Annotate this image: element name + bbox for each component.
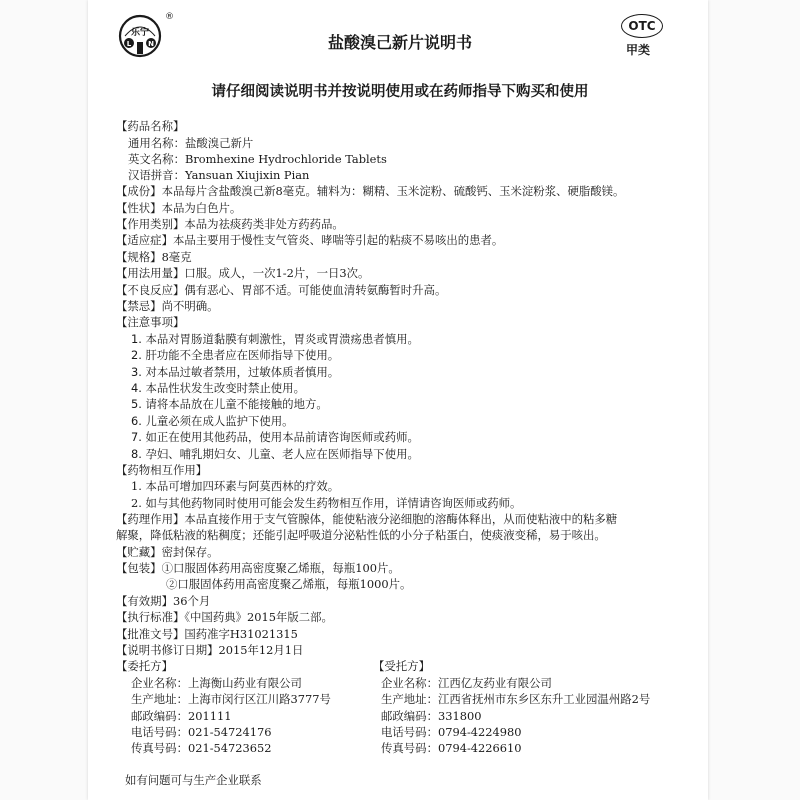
revision-date: 【说明书修订日期】2015年12月1日 bbox=[116, 643, 304, 657]
entrusting-company: 企业名称：上海衡山药业有限公司 bbox=[131, 676, 302, 690]
category: 【作用类别】本品为祛痰药类非处方药药品。 bbox=[116, 217, 344, 231]
logo-letter-l: L bbox=[126, 40, 132, 48]
registered-mark: ® bbox=[165, 12, 174, 22]
dosage: 【用法用量】口服。成人，一次1-2片，一日3次。 bbox=[116, 266, 370, 280]
ingredients: 【成份】本品每片含盐酸溴己新8毫克。辅料为：糊精、玉米淀粉、硫酸钙、玉米淀粉浆、硬脂酸镁。 bbox=[116, 184, 625, 198]
entrusted-phone: 电话号码：0794-4224980 bbox=[381, 725, 522, 739]
package-line-2: ②口服固体药用高密度聚乙烯瓶，每瓶1000片。 bbox=[166, 577, 412, 591]
entrusting-postcode: 邮政编码：201111 bbox=[131, 709, 232, 723]
precaution-item: 3. 对本品过敏者禁用，过敏体质者慎用。 bbox=[131, 365, 340, 379]
strength: 【规格】8毫克 bbox=[116, 250, 192, 264]
logo-letter-n: N bbox=[148, 40, 154, 48]
precaution-item: 1. 本品对胃肠道黏膜有刺激性，胃炎或胃溃疡患者慎用。 bbox=[131, 332, 419, 346]
pinyin-name: 汉语拼音：Yansuan Xiujixin Pian bbox=[128, 168, 310, 182]
pharmacology-line-2: 解聚，降低粘液的粘稠度；还能引起呼吸道分泌粘性低的小分子粘蛋白，使痰液变稀，易于咳出。 bbox=[116, 528, 606, 542]
precaution-item: 5. 请将本品放在儿童不能接触的地方。 bbox=[131, 397, 328, 411]
description: 【性状】本品为白色片。 bbox=[116, 201, 242, 215]
otc-badge: OTC bbox=[621, 14, 663, 38]
document-title: 盐酸溴己新片说明书 bbox=[327, 33, 472, 52]
precaution-item: 6. 儿童必须在成人监护下使用。 bbox=[131, 414, 294, 428]
precaution-item: 4. 本品性状发生改变时禁止使用。 bbox=[131, 381, 305, 395]
interaction-item: 1. 本品可增加四环素与阿莫西林的疗效。 bbox=[131, 479, 340, 493]
drug-name-label: 【药品名称】 bbox=[116, 119, 185, 133]
contraindications: 【禁忌】尚不明确。 bbox=[116, 299, 219, 313]
document-subtitle: 请仔细阅读说明书并按说明使用或在药师指导下购买和使用 bbox=[211, 84, 589, 100]
interactions-label: 【药物相互作用】 bbox=[116, 463, 208, 477]
precautions-label: 【注意事项】 bbox=[116, 315, 185, 329]
entrusted-postcode: 邮政编码：331800 bbox=[381, 709, 482, 723]
entrusted-label: 【受托方】 bbox=[373, 659, 430, 673]
validity: 【有效期】36个月 bbox=[116, 594, 211, 608]
entrusting-label: 【委托方】 bbox=[116, 659, 173, 673]
generic-name: 通用名称：盐酸溴己新片 bbox=[128, 136, 254, 150]
entrusted-address: 生产地址：江西省抚州市东乡区东升工业园温州路2号 bbox=[381, 692, 651, 706]
approval-number: 【批准文号】国药准字H31021315 bbox=[116, 627, 298, 641]
standard: 【执行标准】《中国药典》2015年版二部。 bbox=[116, 610, 333, 624]
entrusting-address: 生产地址：上海市闵行区江川路3777号 bbox=[131, 692, 331, 706]
otc-class-label: 甲类 bbox=[626, 43, 651, 57]
logo-brand-text: 乐宁 bbox=[130, 28, 150, 38]
precaution-item: 7. 如正在使用其他药品，使用本品前请咨询医师或药师。 bbox=[131, 430, 419, 444]
pharmacology-line-1: 【药理作用】本品直接作用于支气管腺体，能使粘液分泌细胞的溶酶体释出，从而使粘液中的粘多糖 bbox=[116, 512, 618, 526]
entrusting-fax: 传真号码：021-54723652 bbox=[131, 741, 272, 755]
contact-note: 如有问题可与生产企业联系 bbox=[125, 773, 262, 787]
entrusted-company: 企业名称：江西亿友药业有限公司 bbox=[381, 676, 552, 690]
adverse-reactions: 【不良反应】偶有恶心、胃部不适。可能使血清转氨酶暂时升高。 bbox=[116, 283, 447, 297]
indications: 【适应症】本品主要用于慢性支气管炎、哮喘等引起的粘痰不易咳出的患者。 bbox=[116, 233, 504, 247]
storage: 【贮藏】密封保存。 bbox=[116, 545, 219, 559]
interaction-item: 2. 如与其他药物同时使用可能会发生药物相互作用，详情请咨询医师或药师。 bbox=[131, 496, 522, 510]
entrusting-phone: 电话号码：021-54724176 bbox=[131, 725, 272, 739]
english-name: 英文名称：Bromhexine Hydrochloride Tablets bbox=[128, 152, 387, 166]
entrusted-fax: 传真号码：0794-4226610 bbox=[381, 741, 522, 755]
precaution-item: 2. 肝功能不全患者应在医师指导下使用。 bbox=[131, 348, 340, 362]
precaution-item: 8. 孕妇、哺乳期妇女、儿童、老人应在医师指导下使用。 bbox=[131, 447, 419, 461]
package-line-1: 【包装】①口服固体药用高密度聚乙烯瓶，每瓶100片。 bbox=[116, 561, 400, 575]
